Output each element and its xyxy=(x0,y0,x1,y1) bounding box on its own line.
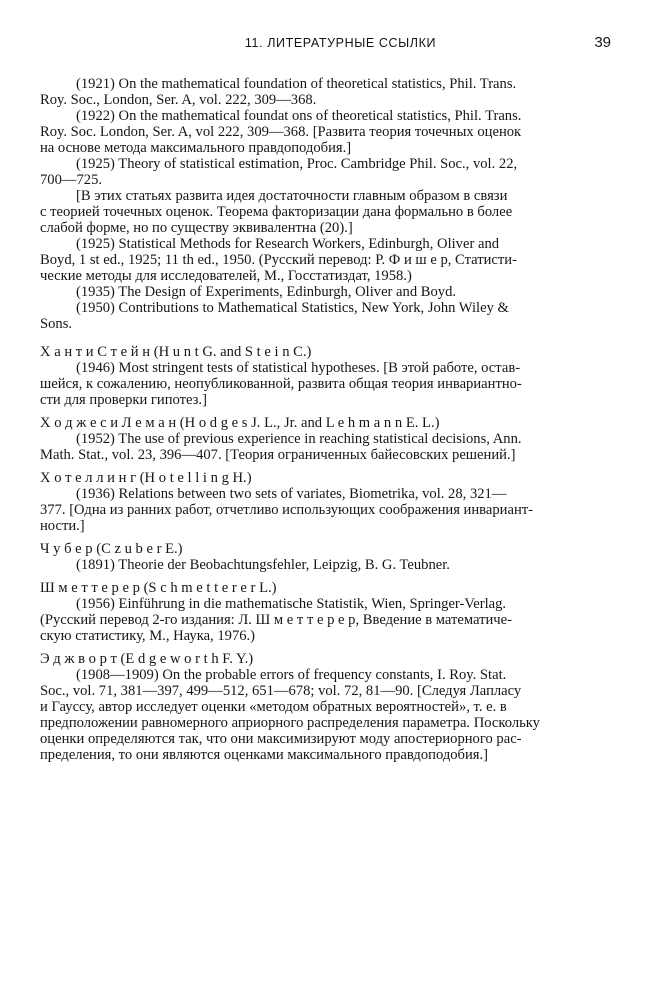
reference-entry-czuber xyxy=(40,541,612,573)
reference-line: сти для проверки гипотез.] xyxy=(40,392,207,408)
reference-line: ности.] xyxy=(40,518,85,534)
reference-line: и Гауссу, автор исследует оценки «методом обратных вероятностей», т. е. в xyxy=(40,699,507,715)
reference-line: (1935) The Design of Experiments, Edinburgh, Oliver and Boyd. xyxy=(76,284,457,300)
reference-line: (1908—1909) On the probable errors of frequency constants, I. Roy. Stat. xyxy=(76,667,507,683)
author-heading: Х а н т и С т е й н (H u n t G. and S t e i n C.) xyxy=(40,344,312,360)
fisher-references-continuation xyxy=(40,76,612,332)
author-heading: Ш м е т т е р е р (S c h m e t t e r e r L.) xyxy=(40,580,277,596)
reference-line: (1950) Contributions to Mathematical Statistics, New York, John Wiley & xyxy=(76,300,509,316)
reference-line: (1921) On the mathematical foundation of theoretical statistics, Phil. Trans. xyxy=(76,76,517,92)
author-heading: Э д ж в о р т (E d g e w o r t h F. Y.) xyxy=(40,651,254,667)
author-heading: Ч у б е р (C z u b e r E.) xyxy=(40,541,183,557)
page-header xyxy=(70,34,611,56)
reference-line: Roy. Soc., London, Ser. A, vol. 222, 309—368. xyxy=(40,92,317,108)
reference-line: (1946) Most stringent tests of statistical hypotheses. [В этой работе, остав- xyxy=(76,360,521,376)
reference-line: Sons. xyxy=(40,316,73,332)
reference-entry-hotelling xyxy=(40,470,612,534)
reference-line: (1891) Theorie der Beobachtungsfehler, Leipzig, B. G. Teubner. xyxy=(76,557,450,573)
reference-line: оценки определяются так, что они максимизируют моду апостериорного рас- xyxy=(40,731,522,747)
reference-line: (1922) On the mathematical foundat ons of theoretical statistics, Phil. Trans. xyxy=(76,108,522,124)
references-list xyxy=(40,76,612,763)
reference-note-line: слабой форме, но по существу эквивалентна (20).] xyxy=(40,220,353,236)
reference-entry-schmetterer xyxy=(40,580,612,644)
reference-line: 377. [Одна из ранних работ, отчетливо использующих соображения инвариант- xyxy=(40,502,533,518)
reference-entry-edgeworth xyxy=(40,651,612,763)
reference-line: на основе метода максимального правдоподобия.] xyxy=(40,140,352,156)
reference-line: (1925) Statistical Methods for Research Workers, Edinburgh, Oliver and xyxy=(76,236,500,252)
reference-line: Math. Stat., vol. 23, 396—407. [Теория ограниченных байесовских решений.] xyxy=(40,447,516,463)
reference-line: (1952) The use of previous experience in reaching statistical decisions, Ann. xyxy=(76,431,522,447)
reference-entry-hodges-lehmann xyxy=(40,415,612,463)
reference-line: ческие методы для исследователей, М., Госстатиздат, 1958.) xyxy=(40,268,412,284)
reference-line: 700—725. xyxy=(40,172,103,188)
reference-line: шейся, к сожалению, неопубликованной, развита общая теория инвариантно- xyxy=(40,376,522,392)
reference-line: Roy. Soc. London, Ser. A, vol 222, 309—368. [Развита теория точечных оценок xyxy=(40,124,522,140)
reference-line: (1956) Einführung in die mathematische Statistik, Wien, Springer-Verlag. xyxy=(76,596,507,612)
reference-line: (Русский перевод 2-го издания: Л. Ш м е т т е р е р, Введение в математиче- xyxy=(40,612,512,628)
reference-line: (1925) Theory of statistical estimation, Proc. Cambridge Phil. Soc., vol. 22, xyxy=(76,156,518,172)
page-number: 39 xyxy=(594,34,611,51)
reference-entry-hunt-stein xyxy=(40,344,612,408)
author-heading: Х о д ж е с и Л е м а н (H o d g e s J. L., Jr. and L e h m a n n E. L.) xyxy=(40,415,440,431)
running-title: 11. ЛИТЕРАТУРНЫЕ ССЫЛКИ xyxy=(244,36,437,50)
reference-line: (1936) Relations between two sets of variates, Biometrika, vol. 28, 321— xyxy=(76,486,507,502)
reference-note-line: с теорией точечных оценок. Теорема факторизации дана формально в более xyxy=(40,204,513,220)
reference-line: пределения, то они являются оценками максимального правдоподобия.] xyxy=(40,747,489,763)
reference-note-line: [В этих статьях развита идея достаточности главным образом в связи xyxy=(76,188,508,204)
reference-line: скую статистику, М., Наука, 1976.) xyxy=(40,628,256,644)
reference-line: Soc., vol. 71, 381—397, 499—512, 651—678; vol. 72, 81—90. [Следуя Лапласу xyxy=(40,683,522,699)
author-heading: Х о т е л л и н г (H o t e l l i n g H.) xyxy=(40,470,252,486)
reference-line: Boyd, 1 st ed., 1925; 11 th ed., 1950. (Русский перевод: Р. Ф и ш е р, Статисти- xyxy=(40,252,517,268)
reference-line: предположении равномерного априорного распределения параметра. Поскольку xyxy=(40,715,540,731)
